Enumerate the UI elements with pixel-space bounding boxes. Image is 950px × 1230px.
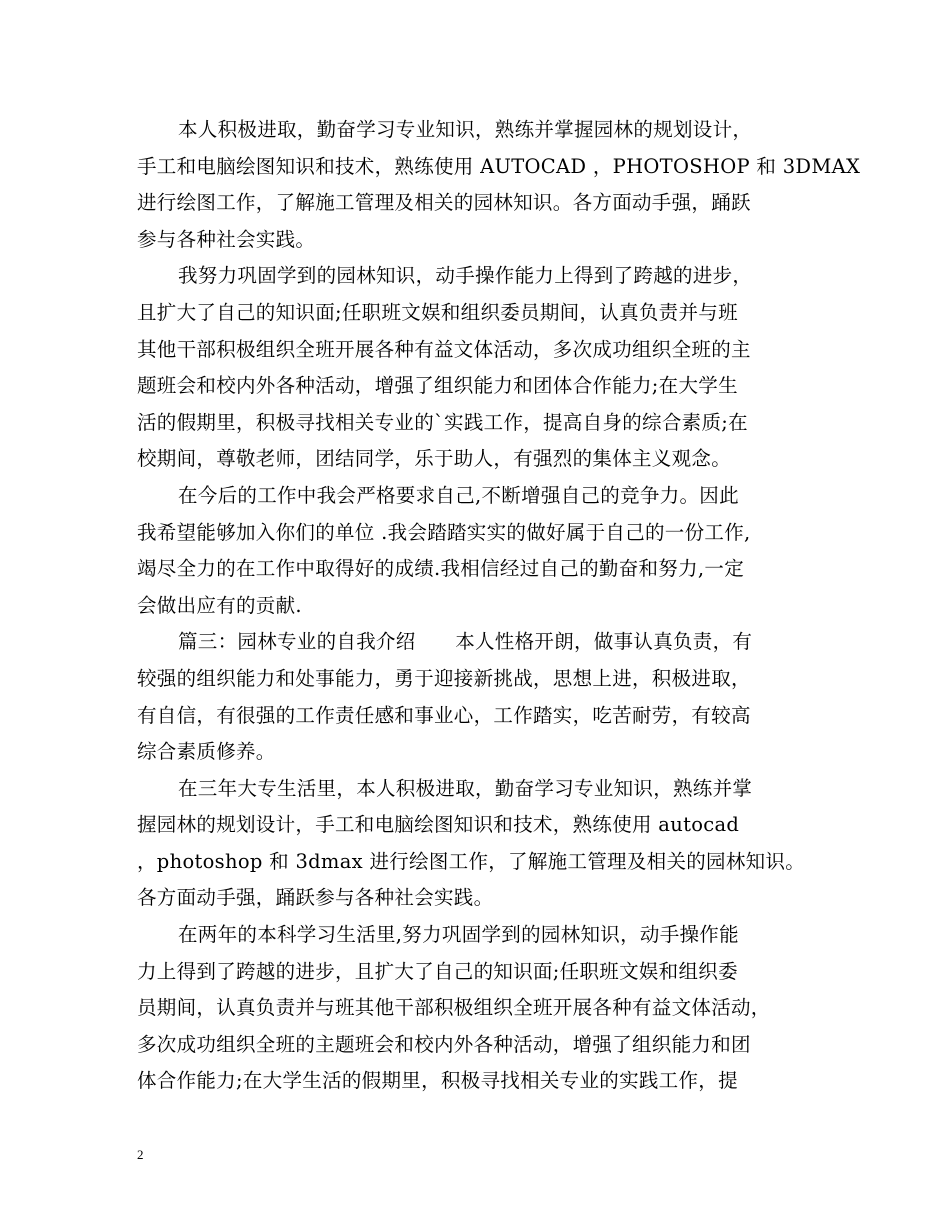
paragraph-line: 竭尽全力的在工作中取得好的成绩.我相信经过自己的勤奋和努力,一定 [137,557,744,581]
paragraph-line: 握园林的规划设计，手工和电脑绘图知识和技术，熟练使用 autocad [137,813,740,837]
paragraph-line: 有自信，有很强的工作责任感和事业心，工作踏实，吃苦耐劳，有较高 [137,703,751,727]
paragraph-line: 参与各种社会实践。 [137,227,316,251]
paragraph-line: 多次成功组织全班的主题班会和校内外各种活动，增强了组织能力和团 [137,1032,751,1056]
paragraph-line: 进行绘图工作，了解施工管理及相关的园林知识。各方面动手强，踊跃 [137,191,751,215]
paragraph-line: 题班会和校内外各种活动，增强了组织能力和团体合作能力;在大学生 [137,374,738,398]
paragraph-line: 我努力巩固学到的园林知识，动手操作能力上得到了跨越的进步， [178,264,753,288]
paragraph-line: 手工和电脑绘图知识和技术，熟练使用 AUTOCAD ，PHOTOSHOP 和 3DMAX [137,154,861,178]
paragraph-line: ，photoshop 和 3dmax 进行绘图工作，了解施工管理及相关的园林知识。 [137,849,806,873]
paragraph-line: 篇三：园林专业的自我介绍 本人性格开朗，做事认真负责，有 [178,630,753,654]
paragraph-line: 综合素质修养。 [137,740,276,764]
paragraph-line: 力上得到了跨越的进步，且扩大了自己的知识面;任职班文娱和组织委 [137,959,738,983]
paragraph-line: 各方面动手强，踊跃参与各种社会实践。 [137,886,494,910]
paragraph-line: 其他干部积极组织全班开展各种有益文体活动，多次成功组织全班的主 [137,337,751,361]
paragraph-line: 在今后的工作中我会严格要求自己,不断增强自己的竞争力。因此 [178,483,739,507]
paragraph-line: 员期间，认真负责并与班其他干部积极组织全班开展各种有益文体活动， [137,996,771,1020]
paragraph-line: 在两年的本科学习生活里,努力巩固学到的园林知识，动手操作能 [178,923,739,947]
paragraph-line: 校期间，尊敬老师，团结同学，乐于助人，有强烈的集体主义观念。 [137,447,732,471]
page-number: 2 [137,1147,144,1162]
paragraph-line: 在三年大专生活里，本人积极进取，勤奋学习专业知识，熟练并掌 [178,776,753,800]
paragraph-line: 会做出应有的贡献. [137,593,302,617]
body-text [137,112,861,1100]
paragraph-line: 较强的组织能力和处事能力，勇于迎接新挑战，思想上进，积极进取， [137,666,751,690]
paragraph-line: 活的假期里，积极寻找相关专业的`实践工作，提高自身的综合素质;在 [137,410,748,434]
paragraph-line: 本人积极进取，勤奋学习专业知识，熟练并掌握园林的规划设计， [178,118,753,141]
paragraph-line: 且扩大了自己的知识面;任职班文娱和组织委员期间，认真负责并与班 [137,300,738,324]
paragraph-line: 体合作能力;在大学生活的假期里，积极寻找相关专业的实践工作，提 [137,1069,738,1093]
paragraph-line: 我希望能够加入你们的单位 .我会踏踏实实的做好属于自己的一份工作, [137,520,751,544]
